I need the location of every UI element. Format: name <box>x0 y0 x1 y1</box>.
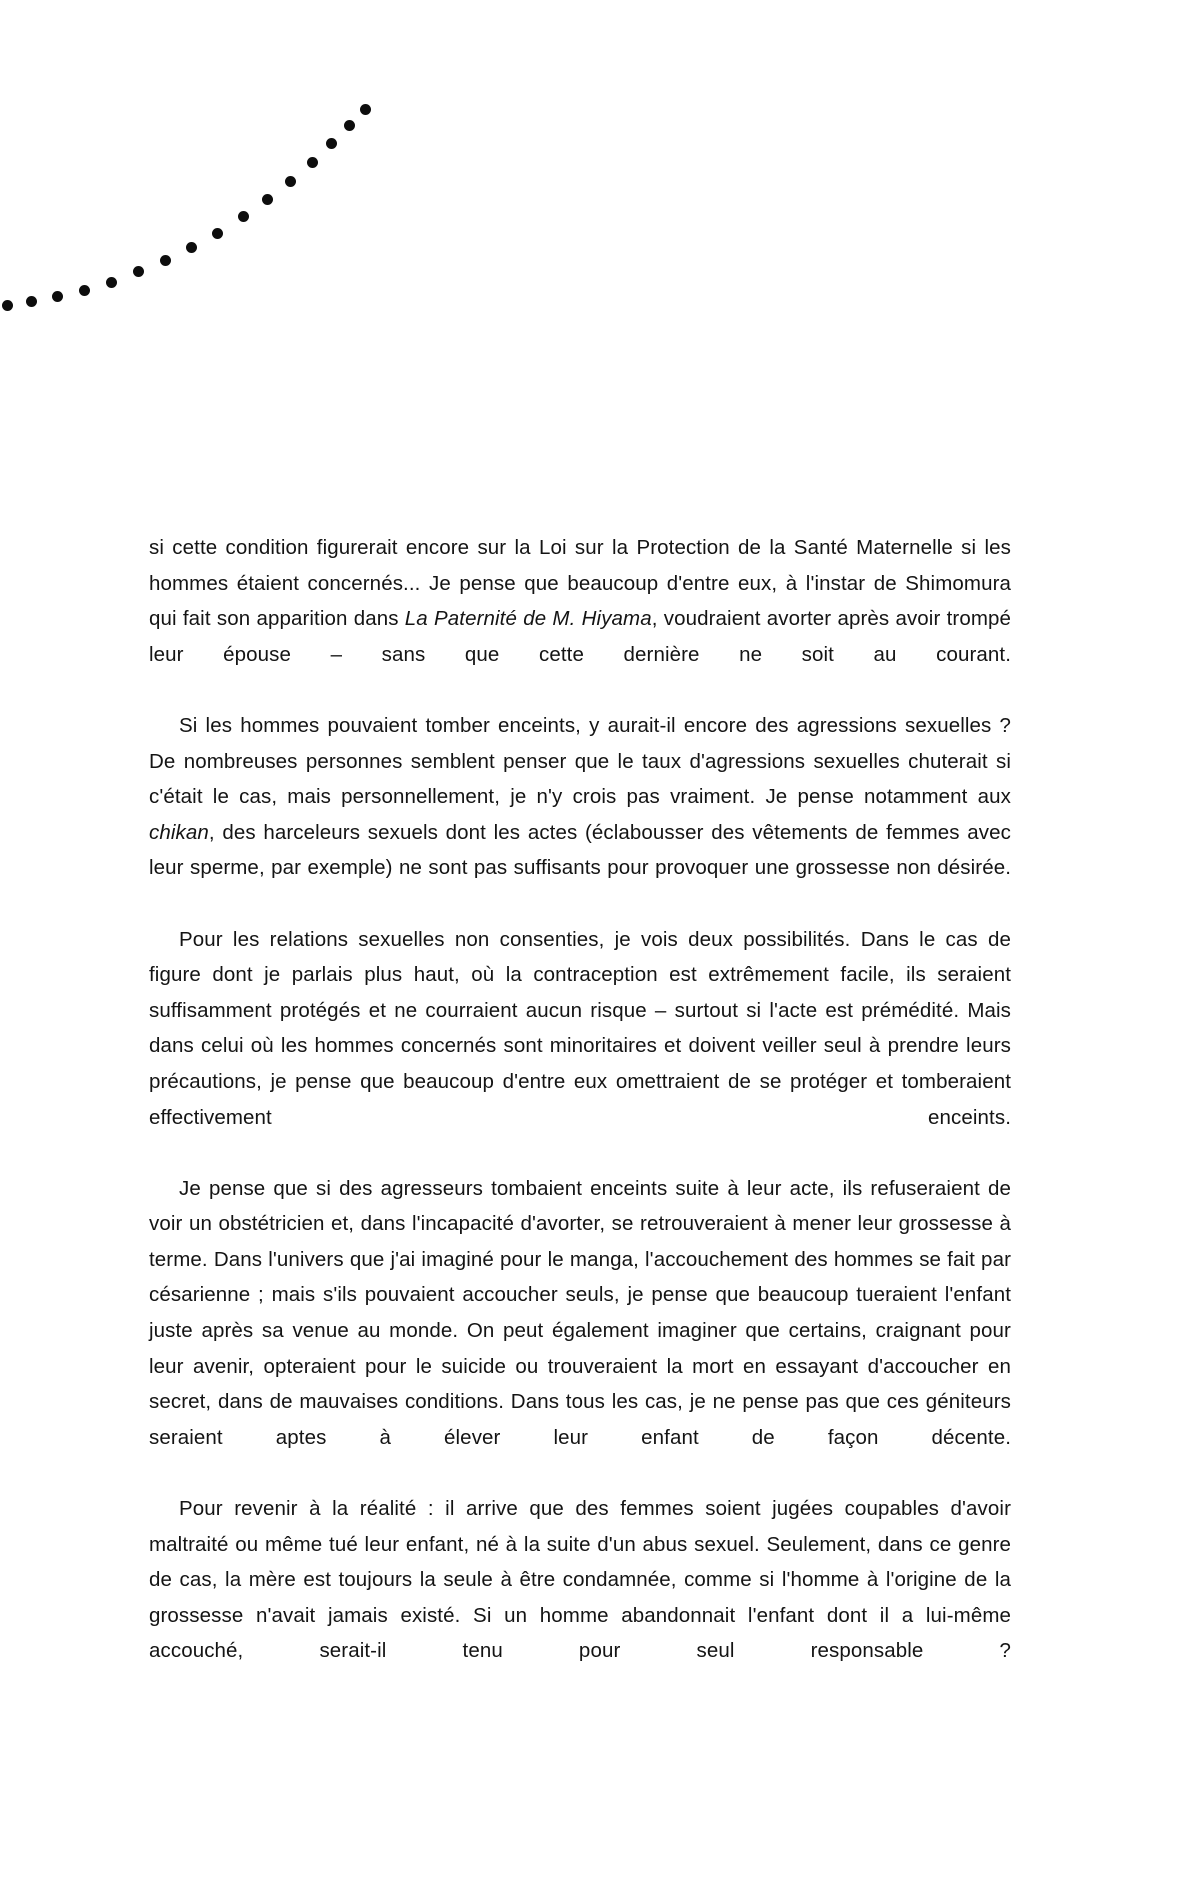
arc-dot <box>2 300 13 311</box>
arc-dot <box>238 211 249 222</box>
arc-dot <box>186 242 197 253</box>
arc-dot <box>262 194 273 205</box>
dotted-arc-decoration <box>0 0 1200 420</box>
text-run: Pour revenir à la réalité : il arrive que des femmes soient jugées coupables d'avoir maltraité ou même tué leur enfant, né à la suite d'un abus sexuel. Seulement, dans ce genre de cas, la mère est toujours la seule à être condamnée, comme si l'homme à l'origine de la grossesse n'avait jamais existé. Si un homme abandonnait l'enfant dont il a lui-même accouché, serait-il tenu pour seul responsable ? <box>149 1497 1011 1663</box>
text-run: Pour les relations sexuelles non consenties, je vois deux possibilités. Dans le cas de figure dont je parlais plus haut, où la contraception est extrêmement facile, ils seraient suffisamment protégés et ne courraient aucun risque – surtout si l'acte est prémédité. Mais dans celui où les hommes concernés sont minoritaires et doivent veiller seul à prendre leurs précautions, je pense que beaucoup d'entre eux omettraient de se protéger et tomberaient effectivement enceints. <box>149 927 1011 1129</box>
arc-dot <box>79 285 90 296</box>
arc-dot <box>326 138 337 149</box>
arc-dot <box>106 277 117 288</box>
text-run: Si les hommes pouvaient tomber enceints, y aurait-il encore des agressions sexuelles ? De nombreuses personnes semblent penser que le taux d'agressions sexuelles chuterait si c'était le cas, mais personnellement, je n'y crois pas vraiment. Je pense notamment aux <box>149 713 1011 809</box>
text-run: , voudraient avorter après avoir trompé leur épouse – sans que cette dernière ne soit au courant. <box>149 607 1012 666</box>
body-paragraph <box>149 530 1011 708</box>
arc-dot <box>307 157 318 168</box>
body-text-column <box>149 530 1011 1705</box>
arc-dot <box>26 296 37 307</box>
arc-dot <box>133 266 144 277</box>
arc-dot <box>212 228 223 239</box>
arc-dot <box>360 104 371 115</box>
arc-dot <box>344 120 355 131</box>
body-paragraph <box>149 1491 1011 1705</box>
arc-dot <box>52 291 63 302</box>
body-paragraph <box>149 922 1011 1171</box>
text-run: , des harceleurs sexuels dont les actes (éclabousser des vêtements de femmes avec leur sperme, par exemple) ne sont pas suffisants pour provoquer une grossesse non désirée. <box>149 820 1011 880</box>
body-paragraph <box>149 708 1011 922</box>
text-run: Je pense que si des agresseurs tombaient enceints suite à leur acte, ils refuseraient de voir un obstétricien et, dans l'incapacité d'avorter, se retrouveraient à mener leur grossesse à terme. Dans l'univers que j'ai imaginé pour le manga, l'accouchement des hommes se fait par césarienne ; mais s'ils pouvaient accoucher seuls, je pense que beaucoup tueraient l'enfant juste après sa venue au monde. On peut également imaginer que certains, craignant pour leur avenir, opteraient pour le suicide ou trouveraient la mort en essayant d'accoucher en secret, dans de mauvaises conditions. Dans tous les cas, je ne pense pas que ces géniteurs seraient aptes à élever leur enfant de façon décente. <box>149 1176 1011 1449</box>
arc-dot <box>285 176 296 187</box>
arc-dot <box>160 255 171 266</box>
text-run: si cette condition figurerait encore sur la Loi sur la Protection de la Santé Maternelle si les hommes étaient concernés... Je pense que beaucoup d'entre eux, à l'instar de Shimomura qui fait son apparition dans <box>149 536 1011 631</box>
italic-text-run: chikan <box>149 820 209 844</box>
body-paragraph <box>149 1171 1011 1491</box>
italic-text-run: La Paternité de M. Hiyama <box>404 607 652 631</box>
